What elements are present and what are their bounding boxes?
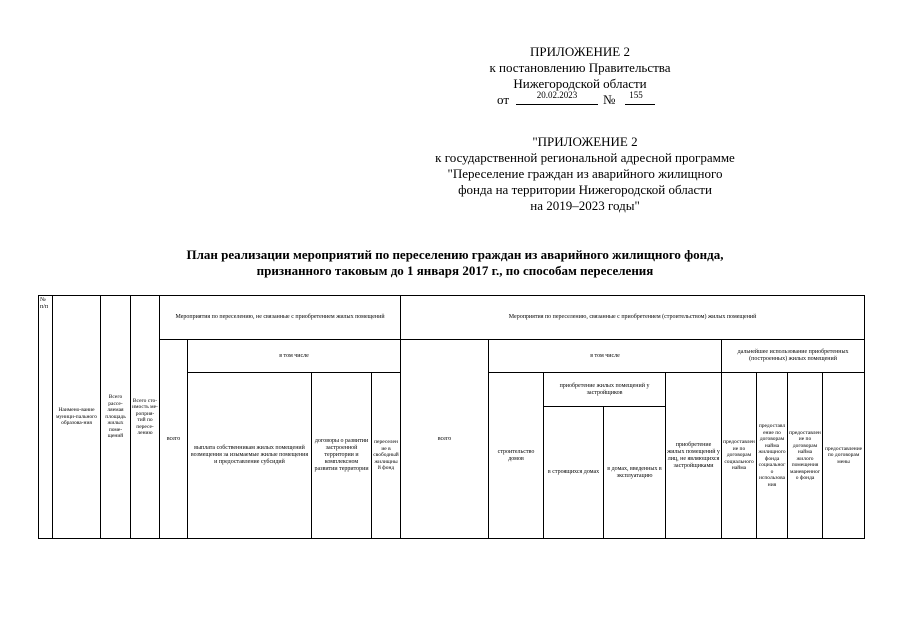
col-header-in-commissioned: в домах, введенных в эксплуатацию <box>604 407 666 539</box>
col-header-total-not-related: всего <box>160 340 188 539</box>
date-underline <box>516 104 598 105</box>
subheader-including-related: в том числе <box>489 340 722 373</box>
subheader-acquisition-developers: приобретение жилых помещений у застройщиков <box>544 373 666 407</box>
resettlement-plan-table <box>38 295 865 539</box>
date-number-line <box>400 92 760 108</box>
program-header <box>385 134 785 214</box>
resolution-date: 20.02.2023 <box>536 90 578 100</box>
col-header-construction: строительство домов <box>489 373 544 539</box>
col-header-territory-contracts: договоры о развитии застроенной территории и комплексном развитии территории <box>312 373 372 539</box>
col-header-payment: выплата собственникам жилых помещений возмещения за изымаемые жилые помещения и предоставление субсидий <box>188 373 312 539</box>
program-line-2: "Переселение граждан из аварийного жилищного <box>447 166 723 181</box>
col-header-total-cost: Всего сто-имость ме-роприя-тий по пересе-лению <box>131 296 160 539</box>
col-header-social-use-rent: предоставление по договорам найма жилищного фонда социального использования <box>757 373 788 539</box>
program-appendix-label: "ПРИЛОЖЕНИЕ 2 <box>532 134 638 149</box>
region-line: Нижегородской области <box>513 76 647 91</box>
col-header-number: № п/п <box>39 296 53 539</box>
number-underline <box>625 104 655 105</box>
col-header-in-construction: в строящихся домах <box>544 407 604 539</box>
col-header-municipality: Наимено-вание муници-пального образова-ния <box>53 296 101 539</box>
program-line-4: на 2019–2023 годы" <box>530 198 640 213</box>
date-prefix: от <box>497 92 510 107</box>
appendix-label: ПРИЛОЖЕНИЕ 2 <box>530 44 630 59</box>
col-header-free-fund: переселение в свободный жилищный фонд <box>372 373 401 539</box>
col-header-maneuver-fund: предоставление по договорам найма жилого помещения маневренного фонда <box>788 373 823 539</box>
program-line-3: фонда на территории Нижегородской области <box>458 182 712 197</box>
program-line-1: к государственной региональной адресной программе <box>435 150 735 165</box>
plan-title-line-2: признанного таковым до 1 января 2017 г., по способам переселения <box>256 263 654 278</box>
plan-title <box>60 247 850 279</box>
subheader-including-not-related: в том числе <box>188 340 401 373</box>
resolution-header <box>400 44 760 108</box>
group-header-not-related: Мероприятия по переселению, не связанные с приобретением жилых помещений <box>160 296 401 340</box>
resolution-line: к постановлению Правительства <box>489 60 671 75</box>
col-header-social-rent: предоставление по договорам социального найма <box>722 373 757 539</box>
resolution-number: 155 <box>629 90 643 100</box>
col-header-total-related: всего <box>401 340 489 539</box>
col-header-exchange: предоставление по договорам мены <box>823 373 865 539</box>
plan-title-line-1: План реализации мероприятий по переселению граждан из аварийного жилищного фонда, <box>186 247 724 262</box>
col-header-total-area: Всего рассе-ляемая площадь жилых поме-щений <box>101 296 131 539</box>
group-header-related: Мероприятия по переселению, связанные с приобретением (строительством) жилых помещений <box>401 296 865 340</box>
subheader-further-use: дальнейшее использование приобретенных (построенных) жилых помещений <box>722 340 865 373</box>
col-header-acquisition-persons: приобретение жилых помещений у лиц, не являющихся застройщиками <box>666 373 722 539</box>
number-sign: № <box>603 92 616 107</box>
